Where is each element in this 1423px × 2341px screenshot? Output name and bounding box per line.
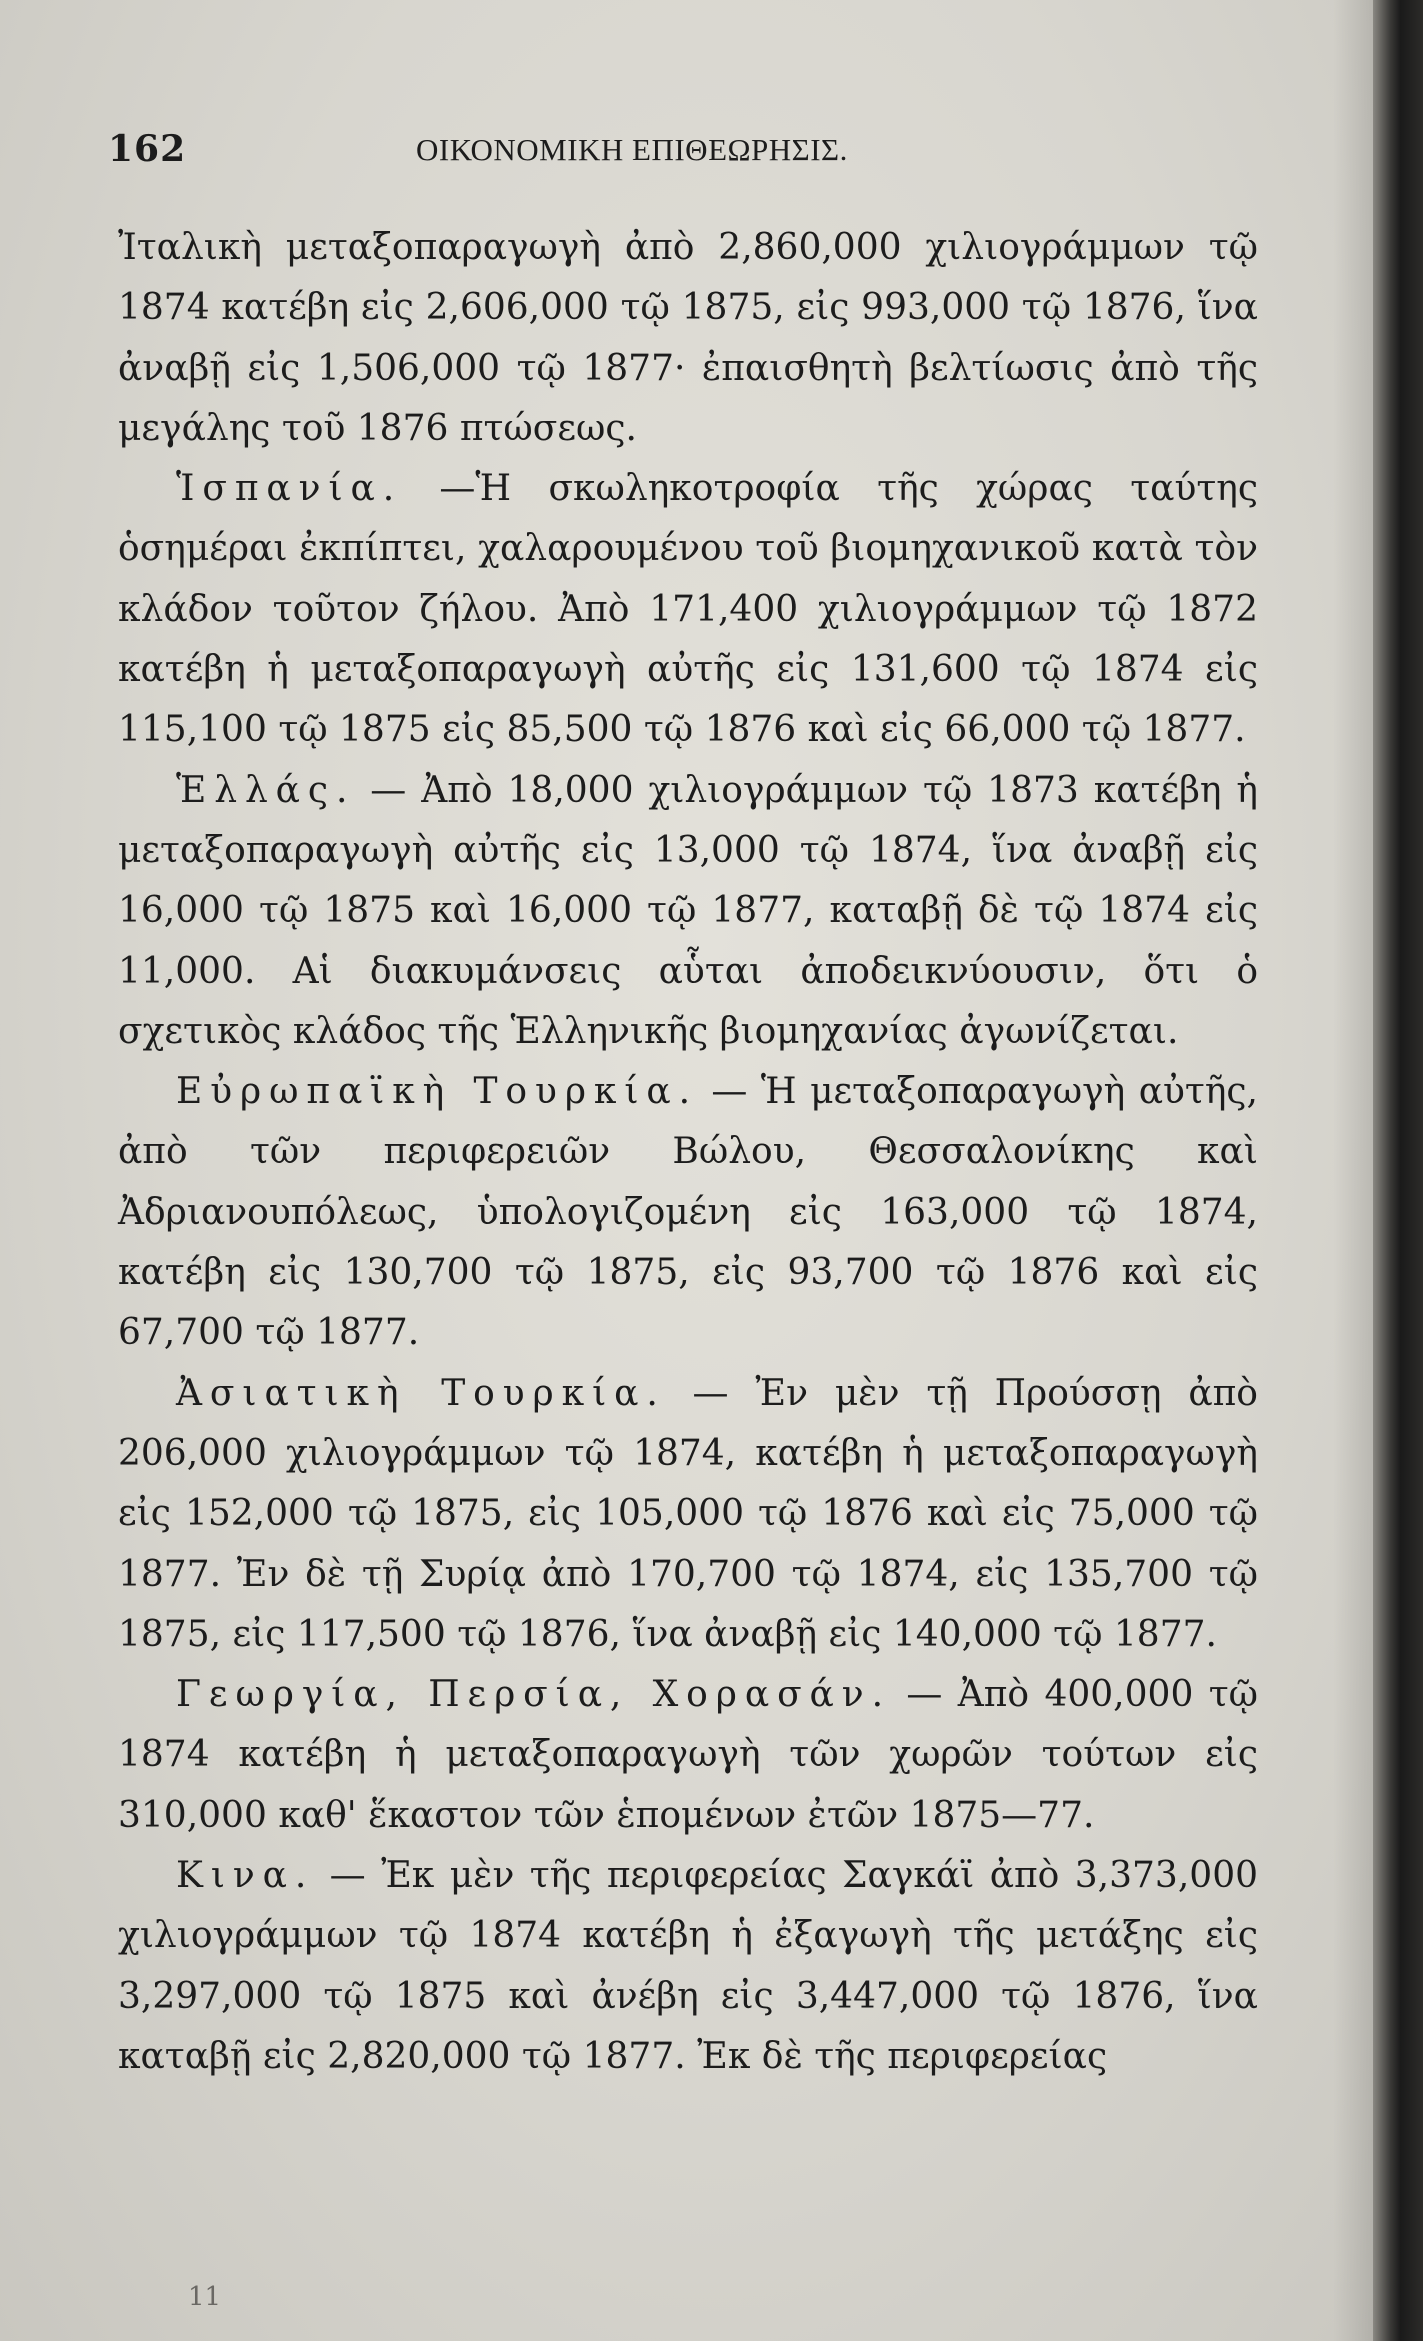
paragraph-european-turkey <box>118 1062 1258 1363</box>
paragraph-text: — Ἐκ μὲν τῆς περιφερείας Σαγκάϊ ἀπὸ 3,373,000 χιλιογράμμων τῷ 1874 κατέβη ἡ ἐξαγωγὴ τῆς μετάξης εἰς 3,297,000 τῷ 1875 καὶ ἀνέβη εἰς 3,447,000 τῷ 1876, ἵνα καταβῇ εἰς 2,820,000 τῷ 1877. Ἐκ δὲ τῆς περιφερείας <box>118 1855 1258 2077</box>
gutter-shadow <box>1333 0 1373 2341</box>
paragraph-china <box>118 1846 1258 2087</box>
paragraph-text: — Ἐν μὲν τῇ Προύσσῃ ἀπὸ 206,000 χιλιογράμμων τῷ 1874, κατέβη ἡ μεταξοπαραγωγὴ εἰς 152,000 τῷ 1875, εἰς 105,000 τῷ 1876 καὶ εἰς 75,000 τῷ 1877. Ἐν δὲ τῇ Συρίᾳ ἀπὸ 170,700 τῷ 1874, εἰς 135,700 τῷ 1875, εἰς 117,500 τῷ 1876, ἵνα ἀναβῇ εἰς 140,000 τῷ 1877. <box>118 1372 1258 1655</box>
book-spine <box>1373 0 1423 2341</box>
section-heading-spain: Ἱσπανία. <box>176 468 403 510</box>
page-header <box>108 128 1268 184</box>
running-title: ΟΙΚΟΝΟΜΙΚΗ ΕΠΙΘΕΩΡΗΣΙΣ. <box>416 132 848 167</box>
section-heading-european-turkey: Εὐρωπαϊκὴ Τουρκία. <box>176 1071 698 1113</box>
paragraph-greece <box>118 761 1258 1062</box>
paragraph-text: — Ἀπὸ 400,000 τῷ 1874 κατέβη ἡ μεταξοπαραγωγὴ τῶν χωρῶν τούτων εἰς 310,000 καθ' ἕκαστον τῶν ἑπομένων ἐτῶν 1875—77. <box>118 1674 1259 1836</box>
paragraph-spain <box>118 459 1258 760</box>
paragraph-italy <box>118 218 1258 459</box>
paragraph-text: — Ἀπὸ 18,000 χιλιογράμμων τῷ 1873 κατέβη ἡ μεταξοπαραγωγὴ αὐτῆς εἰς 13,000 τῷ 1874, ἵνα ἀναβῇ εἰς 16,000 τῷ 1875 καὶ 16,000 τῷ 1877, καταβῇ δὲ τῷ 1874 εἰς 11,000. Αἱ διακυμάνσεις αὗται ἀποδεικνύουσιν, ὅτι ὁ σχετικὸς κλάδος τῆς Ἑλληνικῆς βιομηχανίας ἀγωνίζεται. <box>118 769 1258 1052</box>
section-heading-georgia-persia: Γεωργία, Περσία, Χορασάν. <box>176 1674 891 1716</box>
section-heading-china: Κινα. <box>176 1855 315 1897</box>
page-number: 162 <box>108 128 187 170</box>
paragraph-text: —Ἡ σκωληκοτροφία τῆς χώρας ταύτης ὁσημέραι ἐκπίπτει, χαλαρουμένου τοῦ βιομηχανικοῦ κατὰ τὸν κλάδον τοῦτον ζήλου. Ἀπὸ 171,400 χιλιογράμμων τῷ 1872 κατέβη ἡ μεταξοπαραγωγὴ αὐτῆς εἰς 131,600 τῷ 1874 εἰς 115,100 τῷ 1875 εἰς 85,500 τῷ 1876 καὶ εἰς 66,000 τῷ 1877. <box>118 468 1258 751</box>
section-heading-greece: Ἑλλάς. <box>176 769 356 811</box>
paragraph-georgia-persia <box>118 1665 1258 1846</box>
section-heading-asian-turkey: Ἀσιατικὴ Τουρκία. <box>176 1372 666 1414</box>
paragraph-asian-turkey <box>118 1364 1258 1665</box>
paragraph-text: Ἰταλικὴ μεταξοπαραγωγὴ ἀπὸ 2,860,000 χιλιογράμμων τῷ 1874 κατέβη εἰς 2,606,000 τῷ 1875, εἰς 993,000 τῷ 1876, ἵνα ἀναβῇ εἰς 1,506,000 τῷ 1877· ἐπαισθητὴ βελτίωσις ἀπὸ τῆς μεγάλης τοῦ 1876 πτώσεως. <box>118 227 1258 449</box>
signature-mark: 11 <box>188 2282 222 2312</box>
body-text <box>118 218 1258 2087</box>
paragraph-text: — Ἡ μεταξοπαραγωγὴ αὐτῆς, ἀπὸ τῶν περιφερειῶν Βώλου, Θεσσαλονίκης καὶ Ἀδριανουπόλεως, ὑπολογιζομένη εἰς 163,000 τῷ 1874, κατέβη εἰς 130,700 τῷ 1875, εἰς 93,700 τῷ 1876 καὶ εἰς 67,700 τῷ 1877. <box>118 1071 1258 1354</box>
